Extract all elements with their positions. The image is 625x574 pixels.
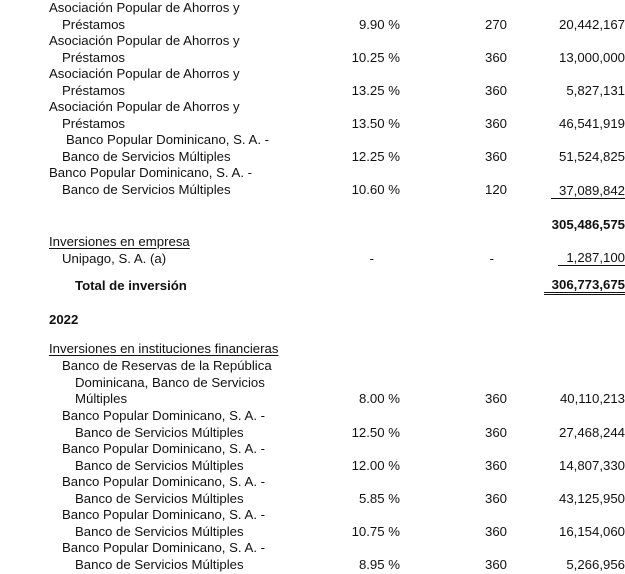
amount-value: 1,287,100 [558,251,625,266]
entity-name-line2: Banco de Servicios Múltiples [75,556,244,572]
entity-name [62,358,272,408]
amount-value: 16,154,060 [558,524,625,540]
entity-name-line1: Banco Popular Dominicano, S. A. - [62,474,266,489]
term-value: 270 [484,17,507,33]
term-value: 360 [484,458,507,474]
subtotal-value: 305,486,575 [551,217,625,232]
amount-value: 5,266,956 [566,557,625,573]
entity-name-line1: Banco Popular Dominicano, S. A. - [62,507,266,522]
term-value: 360 [484,557,507,573]
entity-name [62,408,265,441]
entity-name-line1: Banco Popular Dominicano, S. A. - [49,165,253,180]
entity-name-line1: Banco de Reservas de la República [62,358,272,373]
entity-name [62,474,265,507]
entity-name: Unipago, S. A. (a) [62,251,167,266]
entity-name [62,132,269,165]
rate-value: 8.00 % [358,391,400,407]
entity-name-line2: Préstamos [62,115,126,131]
term-value: 360 [484,391,507,407]
amount-value: 46,541,919 [558,116,625,132]
term-value: 360 [484,491,507,507]
amount-value: 14,807,330 [558,458,625,474]
rate-value: 13.25 % [351,83,400,99]
table-row [0,251,625,268]
entity-name-line2: Préstamos [62,49,126,65]
term-value: 360 [484,116,507,132]
table-row [0,132,625,166]
amount-value: 20,442,167 [558,17,625,33]
table-row [0,474,625,508]
table-row [0,33,625,67]
entity-name-line2: Banco de Servicios Múltiples [62,181,231,197]
amount-value: 27,468,244 [558,425,625,441]
amount-value: 13,000,000 [558,50,625,66]
entity-name-line1: Asociación Popular de Ahorros y [49,0,240,15]
entity-name [49,66,240,99]
total-value: 306,773,675 [544,278,625,295]
term-value: 120 [484,182,507,198]
rate-value: 5.85 % [358,491,400,507]
entity-name-line2: Dominicana, Banco de Servicios [75,374,265,390]
amount-value: 43,125,950 [558,491,625,507]
entity-name-line2: Banco de Servicios Múltiples [75,457,244,473]
term-value: 360 [484,425,507,441]
amount-value: 5,827,131 [566,83,625,99]
amount-value: 37,089,842 [551,184,625,199]
section-heading-financial: Inversiones en instituciones financieras [49,341,279,356]
entity-name-line2: Banco de Servicios Múltiples [75,490,244,506]
section-heading-empresa: Inversiones en empresa [49,234,190,249]
entity-name-line2: Banco de Servicios Múltiples [75,424,244,440]
entity-name-line1: Banco Popular Dominicano, S. A. - [62,441,266,456]
entity-name [49,99,240,132]
entity-name [62,507,265,540]
entity-name-line1: Banco Popular Dominicano, S. A. - [62,540,266,555]
rate-value: 12.25 % [351,149,400,165]
entity-name-line2: Banco de Servicios Múltiples [75,523,244,539]
term-value: 360 [484,524,507,540]
table-row [0,66,625,100]
rate-value: 10.25 % [351,50,400,66]
rate-value: 13.50 % [351,116,400,132]
rate-value: 8.95 % [358,557,400,573]
table-row [0,358,625,408]
entity-name [62,441,265,474]
entity-name [49,33,240,66]
entity-name [49,165,252,198]
table-row [0,165,625,199]
entity-name-line2: Préstamos [62,16,126,32]
year-heading: 2022 [49,312,79,327]
rate-value: 9.90 % [358,17,400,33]
table-row [0,99,625,133]
table-row [0,408,625,442]
entity-name-line1: Asociación Popular de Ahorros y [49,66,240,81]
rate-value: - [369,251,374,266]
total-label: Total de inversión [75,278,187,293]
entity-name-line3: Múltiples [75,391,128,407]
term-value: 360 [484,149,507,165]
entity-name-line1: Banco Popular Dominicano, S. A. - [66,132,270,147]
rate-value: 12.50 % [351,425,400,441]
entity-name [49,0,240,33]
rate-value: 12.00 % [351,458,400,474]
table-row [0,507,625,541]
entity-name-line1: Asociación Popular de Ahorros y [49,33,240,48]
entity-name-line2: Préstamos [62,82,126,98]
rate-value: 10.75 % [351,524,400,540]
entity-name-line1: Asociación Popular de Ahorros y [49,99,240,114]
term-value: 360 [484,50,507,66]
amount-value: 51,524,825 [558,149,625,165]
entity-name [62,540,265,573]
entity-name-line1: Banco Popular Dominicano, S. A. - [62,408,266,423]
term-value: - [489,251,494,266]
rate-value: 10.60 % [351,182,400,198]
table-row [0,540,625,574]
table-row [0,0,625,34]
table-row [0,441,625,475]
entity-name-line2: Banco de Servicios Múltiples [62,148,231,164]
term-value: 360 [484,83,507,99]
amount-value: 40,110,213 [559,391,625,407]
